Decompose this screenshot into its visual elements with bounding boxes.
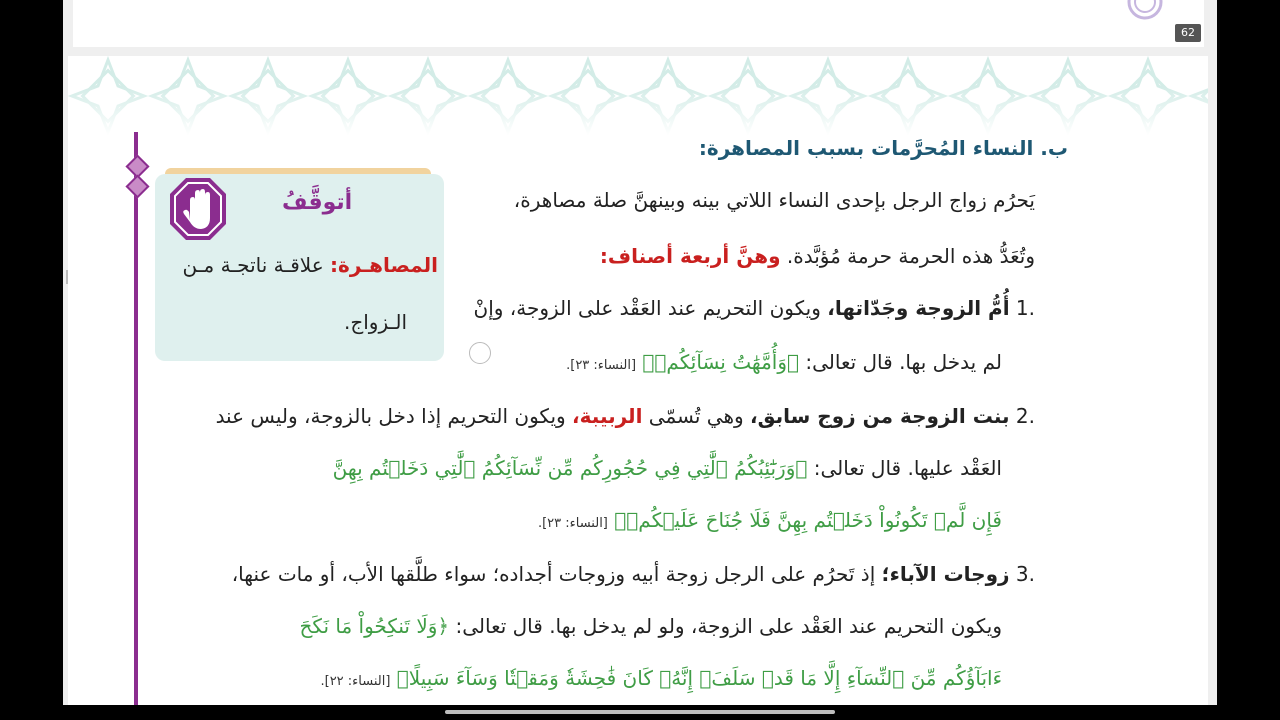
- quran-verse: ءَابَآؤُكُم مِّنَ ٱلنِّسَآءِ إِلَّا مَا قَدۡ سَلَفَۚ إِنَّهُۥ كَانَ فَٰحِشَةٗ وَمَقۡتٗا وَسَآءَ سَبِيلًا﴾: [396, 666, 1002, 690]
- item1-line2: [566, 350, 1002, 374]
- item3-line3: [320, 666, 1002, 690]
- verse-reference: [النساء: ٢٢].: [320, 674, 391, 689]
- intro-text: وتُعَدُّ هذه الحرمة حرمة مُؤبَّدة.: [786, 244, 1035, 268]
- item-number: .2: [1015, 404, 1035, 428]
- item-text: ويكون التحريم عند العَقْد على الزوجة، ولو لم يدخل بها. قال تعالى:: [455, 614, 1002, 638]
- intro-line1: يَحرُم زواج الرجل بإحدى النساء اللاتي بينه وبينهنَّ صلة مصاهرة،: [513, 188, 1035, 212]
- term: المصاهـرة:: [330, 253, 438, 277]
- verse-reference: [النساء: ٢٣].: [566, 358, 637, 373]
- previous-page-bottom: [73, 0, 1204, 47]
- item-number: .1: [1015, 296, 1035, 320]
- item-text: إذ تَحرُم على الرجل زوجة أبيه وزوجات أجداده؛ سواء طلَّقها الأب، أو مات عنها،: [231, 562, 876, 586]
- item-title: بنت الزوجة من زوج سابق،: [750, 404, 1010, 428]
- definition-line2: الـزواج.: [343, 310, 407, 334]
- verse-reference: [النساء: ٢٣].: [537, 516, 608, 531]
- circle-marker[interactable]: [469, 342, 491, 364]
- item2-line1: [216, 404, 1035, 428]
- categories-count: وهنَّ أربعة أصناف:: [599, 244, 781, 268]
- item2-line3: [538, 508, 1002, 532]
- item2-line2: [333, 456, 1002, 480]
- quran-verse: ﴿وَأُمَّهَٰتُ نِسَآئِكُمۡ﴾: [642, 350, 799, 374]
- section-heading: ب. النساء المُحرَّمات بسبب المصاهرة:: [698, 136, 1068, 160]
- definition-line1: علاقـة ناتجـة مـن: [182, 253, 324, 277]
- quran-verse: ﴿وَلَا تَنكِحُواْ مَا نَكَحَ: [299, 614, 450, 638]
- stop-box-title: أتوقَّفُ: [282, 190, 353, 215]
- quran-verse: فَإِن لَّمۡ تَكُونُواْ دَخَلۡتُم بِهِنَّ فَلَا جُنَاحَ عَلَيۡكُمۡ﴾: [614, 508, 1002, 532]
- intro-line2: [600, 244, 1035, 268]
- item3-line1: [232, 562, 1035, 586]
- item-text: وهي تُسمّى: [648, 404, 744, 428]
- stop-hand-icon: [168, 176, 228, 242]
- ornament-icon: [1110, 0, 1180, 22]
- item-title: زوجات الآباء؛: [881, 562, 1010, 586]
- item-number: .3: [1015, 562, 1035, 586]
- item1-line1: [474, 296, 1035, 320]
- item-text: لم يدخل بها. قال تعالى:: [805, 350, 1002, 374]
- page-number-badge: 62: [1175, 24, 1201, 42]
- stop-box-definition: [182, 253, 438, 277]
- margin-rule: [134, 132, 138, 707]
- home-indicator[interactable]: [445, 710, 835, 714]
- item3-line2: [299, 614, 1002, 638]
- quran-verse: ﴿وَرَبَٰٓئِبُكُمُ ٱلَّٰتِي فِي حُجُورِكُم مِّن نِّسَآئِكُمُ ٱلَّٰتِي دَخَلۡتُم بِهِنَّ: [332, 456, 808, 480]
- islamic-pattern-header: [68, 56, 1208, 136]
- term-highlight: الربيبة،: [572, 404, 643, 428]
- item-text: العَقْد عليها. قال تعالى:: [813, 456, 1002, 480]
- item-text: ويكون التحريم إذا دخل بالزوجة، وليس عند: [215, 404, 566, 428]
- item-title: أُمُّ الزوجة وجَدّاتها،: [827, 296, 1010, 320]
- item-text: ويكون التحريم عند العَقْد على الزوجة، وإنْ: [473, 296, 821, 320]
